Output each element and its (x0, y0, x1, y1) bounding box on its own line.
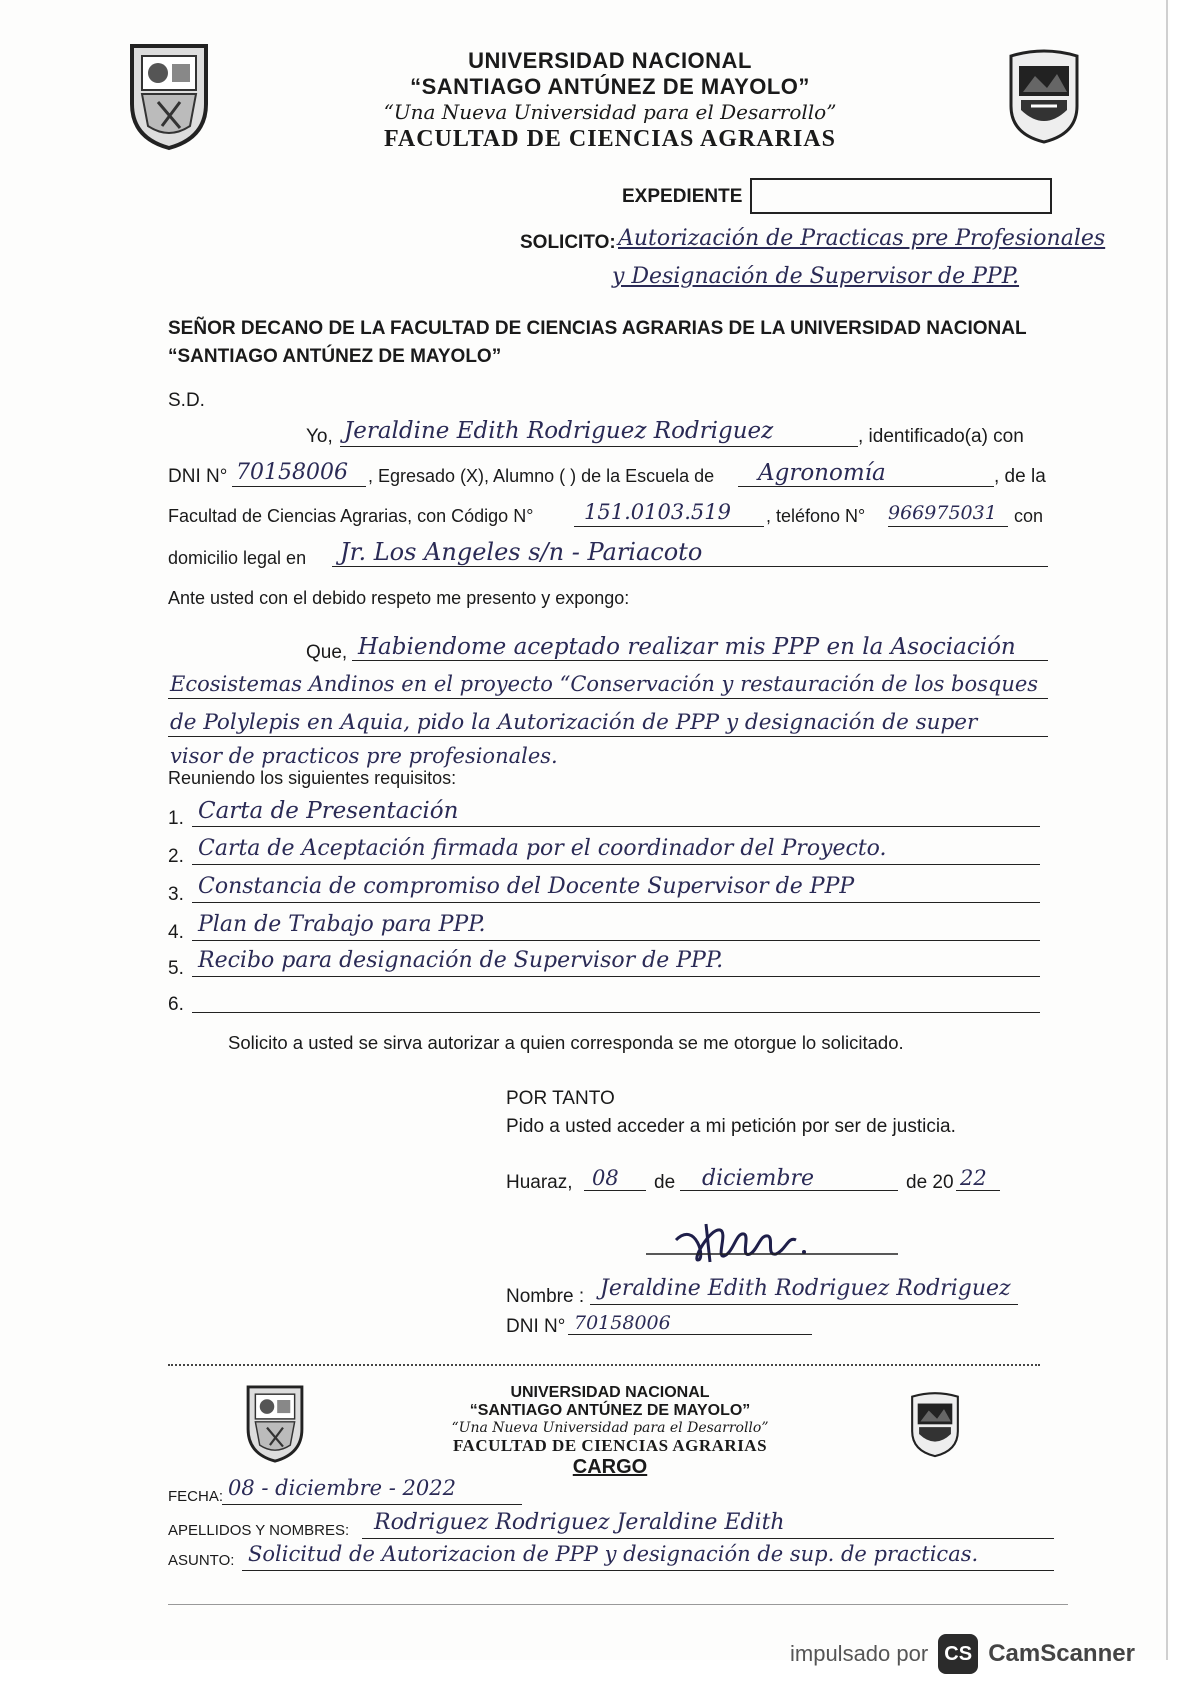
bottom-line (168, 1604, 1068, 1605)
por-tanto-text: POR TANTO (506, 1088, 615, 1109)
identificado-text: , identificado(a) con (858, 426, 1024, 447)
addressee-line-2: “SANTIAGO ANTÚNEZ DE MAYOLO” (168, 346, 502, 367)
city-text: Huaraz, (506, 1172, 573, 1193)
requisito-item: Recibo para designación de Supervisor de PPP. (198, 948, 724, 973)
requisito-num: 4. (168, 922, 184, 943)
university-heading: UNIVERSIDAD NACIONAL (468, 48, 752, 73)
cargo-university-crest-icon (244, 1384, 306, 1464)
expediente-label: EXPEDIENTE (622, 186, 743, 207)
reuniendo-text: Reuniendo los siguientes requisitos: (168, 768, 457, 788)
con-text: con (1014, 506, 1044, 526)
solicito-line-1: Autorización de Practicas pre Profesionales (618, 226, 1106, 251)
cargo-faculty-crest-icon (908, 1390, 962, 1460)
ante-text: Ante usted con el debido respeto me presento y expongo: (168, 588, 630, 608)
requisito-num: 3. (168, 884, 184, 905)
cargo-asunto-label: ASUNTO: (168, 1552, 235, 1569)
requisito-item: Constancia de compromiso del Docente Supervisor de PPP (198, 874, 855, 899)
escuela-value: Agronomía (758, 460, 886, 486)
applicant-name: Jeraldine Edith Rodriguez Rodriguez (344, 418, 774, 444)
dni-label: DNI N° (168, 466, 228, 487)
date-year: 22 (960, 1166, 987, 1190)
cargo-fecha-value: 08 - diciembre - 2022 (228, 1476, 456, 1500)
cut-separator (168, 1364, 1040, 1366)
requisito-num: 5. (168, 958, 184, 979)
pido-text: Pido a usted acceder a mi petición por ser de justicia. (506, 1116, 956, 1137)
cargo-apellidos-label: APELLIDOS Y NOMBRES: (168, 1522, 350, 1539)
cargo-university-motto: “Una Nueva Universidad para el Desarrollo” (451, 1420, 769, 1436)
signature-image (636, 1210, 906, 1270)
expediente-box[interactable] (750, 178, 1052, 214)
sd-text: S.D. (168, 390, 205, 411)
cargo-university-heading: UNIVERSIDAD NACIONAL (510, 1384, 710, 1401)
que-text: Que, (306, 642, 348, 663)
cargo-fecha-label: FECHA: (168, 1488, 224, 1505)
requisito-num: 2. (168, 846, 184, 867)
domicilio-value: Jr. Los Angeles s/n - Pariacoto (340, 538, 703, 566)
addressee-line-1: SEÑOR DECANO DE LA FACULTAD DE CIENCIAS AGRARIAS DE LA UNIVERSIDAD NACIONAL (168, 318, 1027, 339)
facultad-codigo-text: Facultad de Ciencias Agrarias, con Código N° (168, 506, 534, 526)
faculty-heading: FACULTAD DE CIENCIAS AGRARIAS (384, 126, 836, 152)
yo-text: Yo, (306, 426, 333, 447)
telefono-value: 966975031 (888, 502, 997, 524)
watermark-brand: CamScanner (988, 1640, 1135, 1667)
cargo-apellidos-value: Rodriguez Rodriguez Jeraldine Edith (374, 1510, 785, 1535)
que-line-4: visor de practicos pre profesionales. (170, 744, 558, 768)
date-de-1: de (654, 1172, 676, 1193)
solicito-line-2: y Designación de Supervisor de PPP. (612, 264, 1020, 289)
closing-dni-label: DNI N° (506, 1316, 566, 1337)
que-line-1: Habiendome aceptado realizar mis PPP en la Asociación (358, 634, 1016, 660)
closing-dni-value: 70158006 (574, 1312, 671, 1334)
cargo-asunto-value: Solicitud de Autorizacion de PPP y designación de sup. de practicas. (248, 1542, 979, 1566)
nombre-value: Jeraldine Edith Rodriguez Rodriguez (600, 1276, 1011, 1301)
requisito-item: Carta de Presentación (198, 798, 459, 824)
cargo-title: CARGO (572, 1456, 648, 1478)
cargo-university-name: “SANTIAGO ANTÚNEZ DE MAYOLO” (469, 1402, 751, 1419)
nombre-label: Nombre : (506, 1286, 585, 1307)
requisito-item: Carta de Aceptación firmada por el coordinador del Proyecto. (198, 836, 887, 861)
dni-value: 70158006 (236, 460, 348, 485)
que-line-2: Ecosistemas Andinos en el proyecto “Conservación y restauración de los bosques (170, 672, 1039, 696)
de-la-text: , de la (994, 466, 1046, 487)
egresado-text: , Egresado (X), Alumno ( ) de la Escuela de (368, 466, 715, 486)
que-line-3: de Polylepis en Aquia, pido la Autorización de PPP y designación de super (170, 710, 978, 735)
requisito-num: 1. (168, 808, 184, 829)
university-name: “SANTIAGO ANTÚNEZ DE MAYOLO” (410, 74, 810, 99)
requisito-item: Plan de Trabajo para PPP. (198, 912, 486, 937)
solicito-label: SOLICITO: (520, 232, 616, 253)
date-month: diciembre (702, 1166, 814, 1191)
university-crest-icon (128, 42, 210, 152)
faculty-crest-icon (1005, 48, 1083, 146)
telefono-label: , teléfono N° (766, 506, 866, 526)
date-de-2: de 20 (906, 1172, 954, 1193)
domicilio-label: domicilio legal en (168, 548, 307, 568)
watermark-text: impulsado por (790, 1641, 929, 1666)
requisito-num: 6. (168, 994, 184, 1015)
date-day: 08 (592, 1166, 619, 1190)
codigo-value: 151.0103.519 (584, 500, 731, 524)
university-motto: “Una Nueva Universidad para el Desarrollo” (383, 100, 837, 124)
scan-edge (1166, 0, 1168, 1660)
cargo-faculty-heading: FACULTAD DE CIENCIAS AGRARIAS (452, 1436, 768, 1455)
camscanner-logo-icon: CS (938, 1634, 978, 1674)
solicito-usted-text: Solicito a usted se sirva autorizar a quien corresponda se me otorgue lo solicitado. (228, 1032, 904, 1053)
